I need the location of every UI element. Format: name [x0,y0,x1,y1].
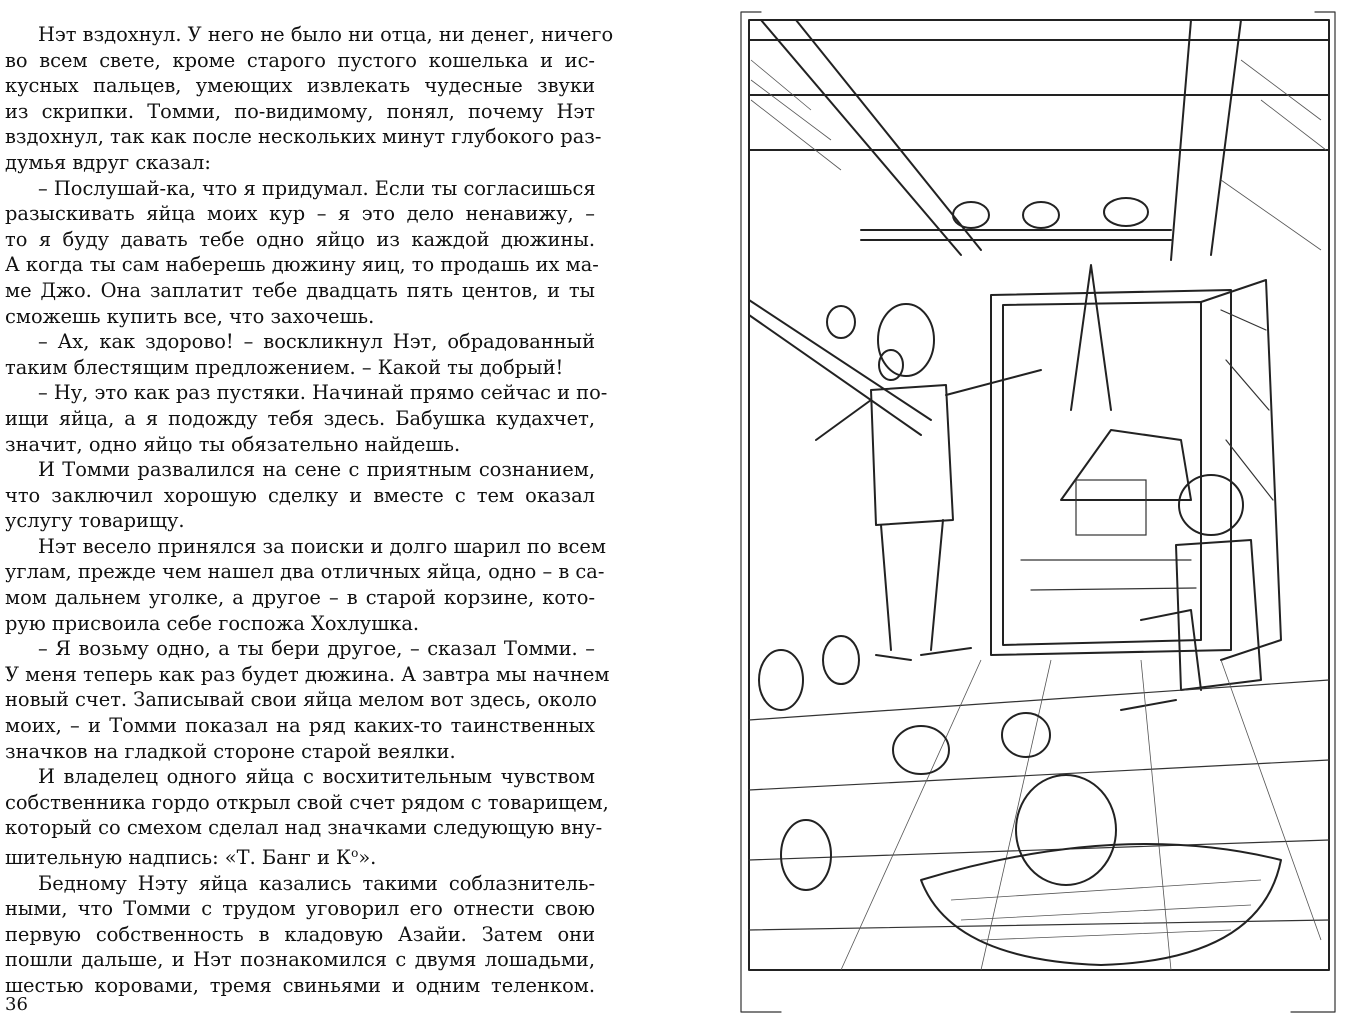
text-line: разыскивать яйца моих кур – я это дело ненавижу, – [5,202,595,226]
text-line: ищи яйца, а я подожду тебя здесь. Бабушка кудахчет, [5,406,595,430]
text-line: – Послушай-ка, что я придумал. Если ты согласишься [38,176,596,200]
text-line: сможешь купить все, что захочешь. [5,304,375,328]
text-line: услугу товарищу. [5,509,185,533]
text-line: что заключил хорошую сделку и вместе с тем оказал [5,483,595,507]
text-line: шестью коровами, тремя свиньями и одним теленком. [5,973,595,997]
text-line: кусных пальцев, умеющих извлекать чудесные звуки [5,74,595,98]
text-line: ными, что Томми с трудом уговорил его отнести свою [5,897,595,921]
text-line: А когда ты сам наберешь дюжину яиц, то продашь их ма- [5,253,599,277]
text-line: думья вдруг сказал: [5,150,211,174]
text-line: то я буду давать тебе одно яйцо из каждой дюжины. [5,227,595,251]
text-line: – Ах, как здорово! – воскликнул Нэт, обрадованный [38,330,595,354]
text-line [5,841,595,871]
text-fragment: шительную надпись: «Т. Банг и К [5,846,352,869]
text-line: значков на гладкой стороне старой веялки. [5,739,456,763]
tommy-figure [878,304,934,376]
chicken-on-beam [953,202,989,228]
text-line: значит, одно яйцо ты обязательно найдешь. [5,432,461,456]
text-line: Нэт весело принялся за поиски и долго шарил по всем [38,534,606,558]
text-line: моих, – и Томми показал на ряд каких-то таинственных [5,714,595,738]
text-line: таким блестящим предложением. – Какой ты добрый! [5,355,564,379]
basket [921,844,1281,965]
text-line: первую собственность в кладовую Азайи. Затем они [5,922,595,946]
hen-in-basket [1016,775,1116,885]
text-line: который со смехом сделал над значками следующую вну- [5,816,603,840]
text-line: пошли дальше, и Нэт познакомился с двумя лошадьми, [5,948,595,972]
text-column [5,22,614,999]
text-line: углам, прежде чем нашел два отличных яйца, одно – в са- [5,560,605,584]
text-line: – Ну, это как раз пустяки. Начинай прямо сейчас и по- [38,381,608,405]
text-line: вздохнул, так как после нескольких минут глубокого раз- [5,125,602,149]
illustration-drawing [721,0,1361,1019]
superscript: о [351,846,359,860]
text-line: из скрипки. Томми, по-видимому, понял, почему Нэт [5,99,595,123]
text-line: мом дальнем уголке, а другое – в старой корзине, кото- [5,586,595,610]
text-line: И владелец одного яйца с восхитительным чувством [38,765,595,789]
text-line: ме Джо. Она заплатит тебе двадцать пять центов, и ты [5,278,595,302]
text-line: – Я возьму одно, а ты бери другое, – сказал Томми. – [38,637,595,661]
page-number: 36 [5,994,28,1015]
text-line: во всем свете, кроме старого пустого кошелька и ис- [5,48,595,72]
text-line: У меня теперь как раз будет дюжина. А завтра мы начнем [5,662,610,686]
text-line: Бедному Нэту яйца казались такими соблазнитель- [38,871,595,895]
barn-illustration-icon [721,0,1361,1019]
text-line: рую присвоила себе госпожа Хохлушка. [5,611,420,635]
text-line: новый счет. Записывай свои яйца мелом вот здесь, около [5,688,597,712]
nat-figure [1179,475,1243,535]
text-line: Нэт вздохнул. У него не было ни отца, ни денег, ничего [38,23,614,46]
text-line: И Томми развалился на сене с приятным сознанием, [38,458,595,482]
text-fragment: ». [358,846,377,869]
text-line: собственника гордо открыл свой счет рядом с товарищем, [5,790,609,814]
